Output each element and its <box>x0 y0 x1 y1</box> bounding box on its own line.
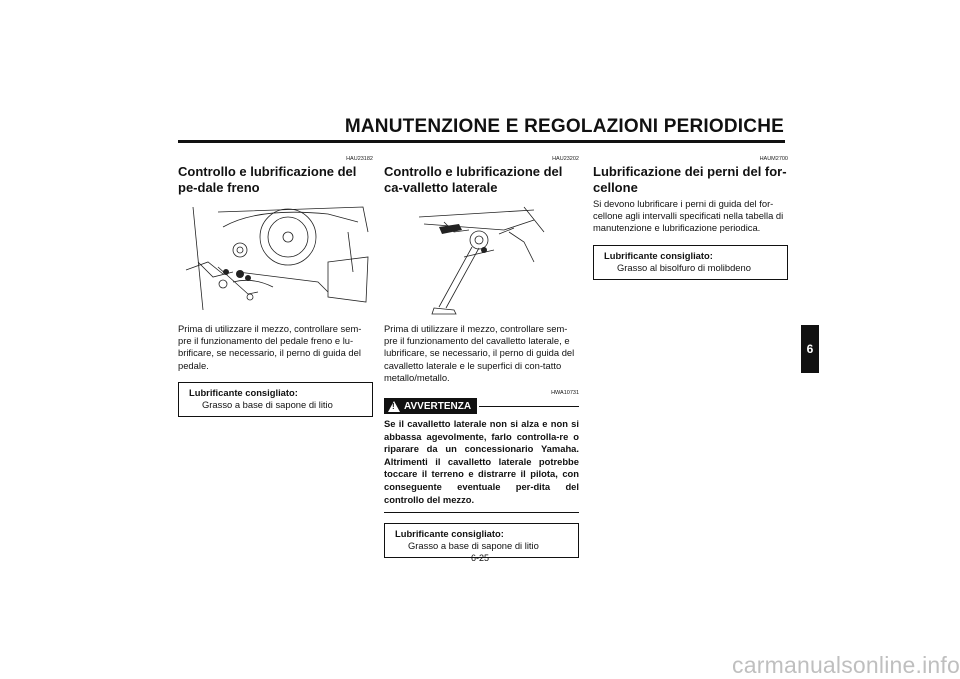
brake-pedal-illustration <box>178 202 373 317</box>
page-number: 6-25 <box>470 553 489 563</box>
section-code: HAU23182 <box>346 156 373 162</box>
lubricant-title: Lubrificante consigliato: <box>604 249 713 261</box>
section-brake-pedal <box>178 156 373 417</box>
lubricant-box <box>178 382 373 417</box>
brake-pedal-drawing <box>178 202 373 317</box>
section-heading: Lubrificazione dei perni del for-cellone <box>593 164 787 195</box>
warning-text: Se il cavalletto laterale non si alza e non si abbassa agevolmente, farlo controlla-re o riparare da un concessionario Yamaha. Altrimenti il cavalletto laterale potrebbe toccare il terreno e distrarre il pilota, con conseguente eventuale per-dita del controllo del mezzo. <box>384 418 579 505</box>
sidestand-illustration <box>384 202 579 317</box>
warning-code: HWA10731 <box>551 390 579 397</box>
chapter-tab: 6 <box>801 325 819 373</box>
lubricant-value: Grasso a base di sapone di litio <box>408 540 539 552</box>
warning-header <box>384 398 579 414</box>
page-header-title: MANUTENZIONE E REGOLAZIONI PERIODICHE <box>344 116 784 137</box>
warning-end-rule <box>384 512 579 513</box>
warning-label-box <box>384 398 477 414</box>
sidestand-drawing <box>384 202 579 317</box>
section-heading: Controllo e lubrificazione del pe-dale freno <box>178 164 357 195</box>
header-rule <box>178 140 785 143</box>
warning-triangle-icon: ! <box>388 401 400 412</box>
lubricant-box <box>593 245 788 280</box>
section-code: HAUM2700 <box>759 156 788 162</box>
section-code: HAU23202 <box>552 156 579 162</box>
section-heading: Controllo e lubrificazione del ca-valletto laterale <box>384 164 563 195</box>
section-swingarm-pivots <box>593 156 788 280</box>
section-body: Si devono lubrificare i perni di guida del for-cellone agli intervalli specificati nella tabella di manutenzione e lubrificazione periodica. <box>593 198 784 234</box>
lubricant-value: Grasso al bisolfuro di molibdeno <box>617 261 751 273</box>
section-body: Prima di utilizzare il mezzo, controllare sem-pre il funzionamento del pedale freno e lu-brificare, se necessario, il perno di guida del pedale. <box>178 323 362 371</box>
lubricant-title: Lubrificante consigliato: <box>395 528 504 540</box>
warning-label: AVVERTENZA <box>404 400 472 412</box>
section-sidestand <box>384 156 579 558</box>
lubricant-title: Lubrificante consigliato: <box>189 386 298 398</box>
watermark: carmanualsonline.info <box>732 652 960 678</box>
warning-rule <box>479 406 579 407</box>
section-body: Prima di utilizzare il mezzo, controllare sem-pre il funzionamento del cavalletto laterale, e lubrificare, se necessario, il perno di guida del cavalletto laterale e le superfici di con-tatto metallo/metallo. <box>384 323 575 383</box>
lubricant-value: Grasso a base di sapone di litio <box>202 398 333 410</box>
